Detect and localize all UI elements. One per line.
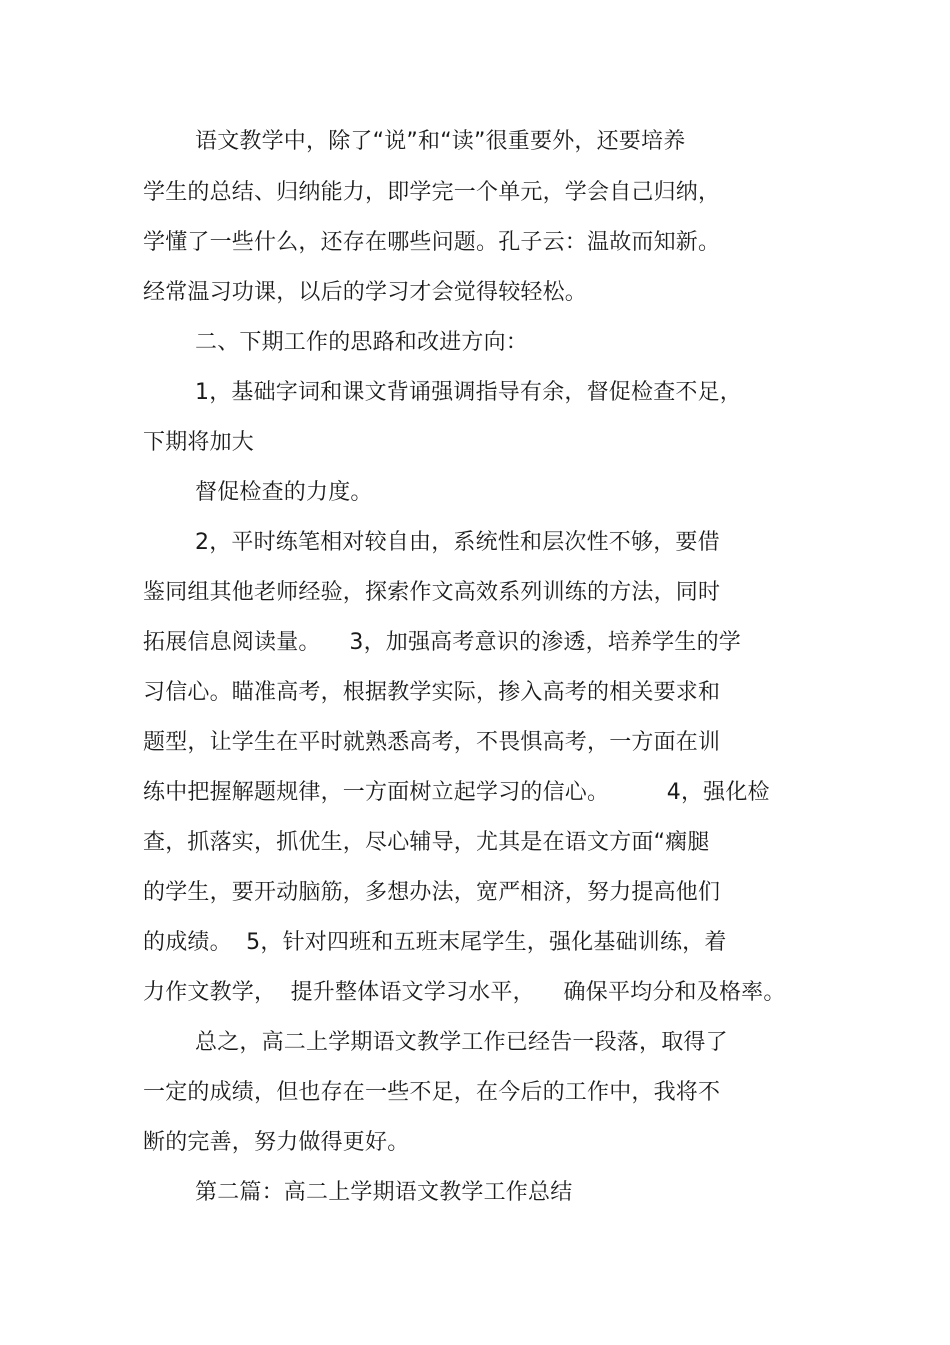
text-line: 2，平时练笔相对较自由，系统性和层次性不够，要借 — [195, 530, 720, 555]
text-line: 总之，高二上学期语文教学工作已经告一段落，取得了 — [195, 1030, 728, 1055]
text-line: 鉴同组其他老师经验，探索作文高效系列训练的方法，同时 — [143, 580, 721, 605]
text-line: 的学生，要开动脑筋，多想办法，宽严相济，努力提高他们 — [143, 880, 721, 905]
text-line: 练中把握解题规律，一方面树立起学习的信心。 4，强化检 — [143, 780, 770, 805]
text-line: 1，基础字词和课文背诵强调指导有余，督促检查不足， — [195, 380, 742, 405]
text-line: 语文教学中，除了“说”和“读”很重要外，还要培养 — [195, 129, 686, 154]
text-line: 督促检查的力度。 — [195, 480, 373, 505]
text-line: 习信心。瞄准高考，根据教学实际，掺入高考的相关要求和 — [143, 680, 721, 705]
text-line: 下期将加大 — [143, 430, 255, 455]
section-heading: 二、下期工作的思路和改进方向： — [195, 330, 529, 355]
text-line: 力作文教学， 提升整体语文学习水平， 确保平均分和及格率。 — [143, 980, 786, 1005]
text-line: 题型，让学生在平时就熟悉高考，不畏惧高考，一方面在训 — [143, 730, 721, 755]
text-line: 学懂了一些什么，还存在哪些问题。孔子云：温故而知新。 — [143, 230, 721, 255]
text-line: 拓展信息阅读量。 3，加强高考意识的渗透，培养学生的学 — [143, 630, 741, 655]
text-line: 断的完善，努力做得更好。 — [143, 1130, 410, 1155]
text-line: 经常温习功课，以后的学习才会觉得较轻松。 — [143, 280, 588, 305]
text-line: 一定的成绩，但也存在一些不足，在今后的工作中，我将不 — [143, 1080, 721, 1105]
text-line: 查，抓落实，抓优生，尽心辅导，尤其是在语文方面“瘸腿 — [143, 830, 710, 855]
chapter-title: 第二篇：高二上学期语文教学工作总结 — [195, 1180, 573, 1205]
text-line: 的成绩。 5，针对四班和五班末尾学生，强化基础训练，着 — [143, 930, 727, 955]
text-line: 学生的总结、归纳能力，即学完一个单元，学会自己归纳， — [143, 180, 721, 205]
